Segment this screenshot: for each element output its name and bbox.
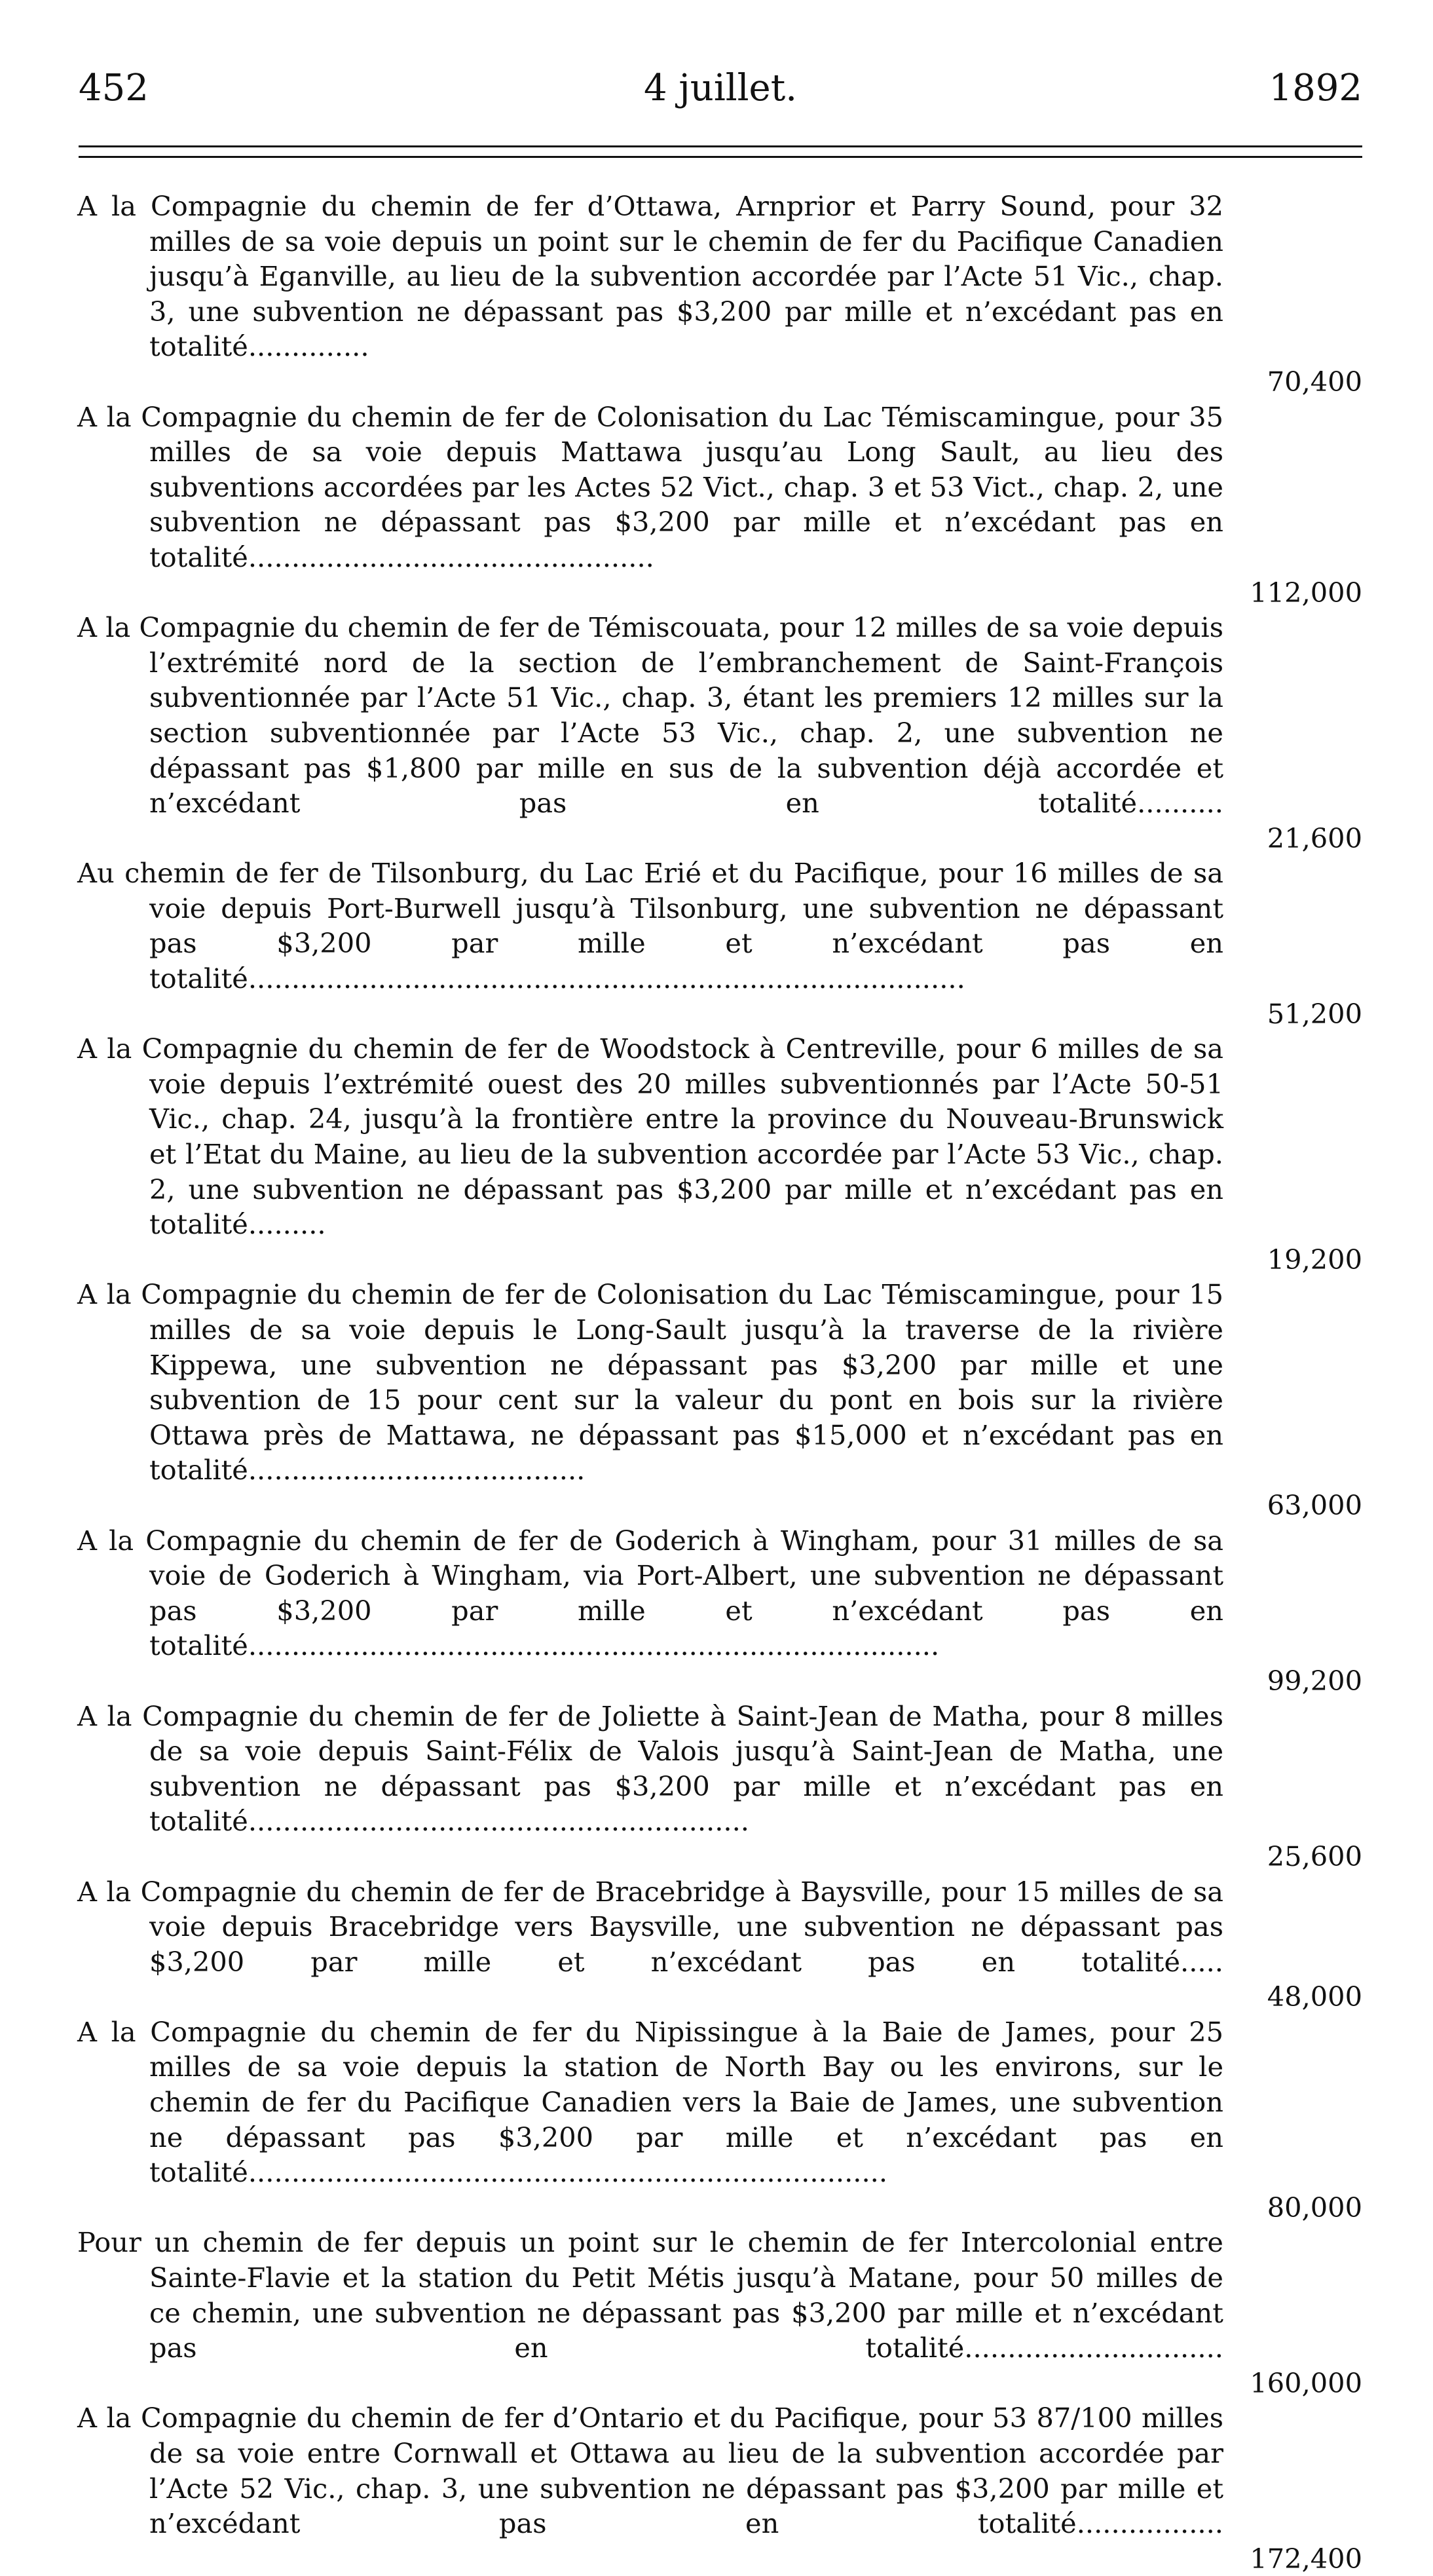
entry-text: Au chemin de fer de Tilsonburg, du Lac Erié et du Pacifique, pour 16 milles de sa voie depuis Port-Burwell jusqu’à Tilsonburg, une subvention ne dépassant pas $3,200 par mille et n’excédant pas en totalité................................................................................... — [77, 857, 1223, 995]
entry-amount: 112,000 — [1250, 576, 1362, 609]
subsidy-entry — [77, 856, 1362, 1031]
subsidy-entry — [77, 400, 1362, 611]
subsidy-list — [77, 189, 1362, 2576]
subsidy-entry — [77, 2400, 1362, 2576]
entry-text: A la Compagnie du chemin de fer de Bracebridge à Baysville, pour 15 milles de sa voie depuis Bracebridge vers Baysville, une subvention ne dépassant pas $3,200 par mille et n’excédant pas en totalité..... — [77, 1875, 1223, 1978]
subsidy-entry — [77, 1277, 1362, 1523]
entry-text: A la Compagnie du chemin de fer du Nipissingue à la Baie de James, pour 25 milles de sa voie depuis la station de North Bay ou les environs, sur le chemin de fer du Pacifique Canadien vers la Baie de James, une subvention ne dépassant pas $3,200 par mille et n’excédant pas en totalité.......................................................................... — [77, 2015, 1223, 2189]
entry-text: A la Compagnie du chemin de fer de Woodstock à Centreville, pour 6 milles de sa voie depuis l’extrémité ouest des 20 milles subventionnés par l’Acte 50-51 Vic., chap. 24, jusqu’à la frontière entre la province du Nouveau-Brunswick et l’Etat du Maine, au lieu de la subvention accordée par l’Acte 53 Vic., chap. 2, une subvention ne dépassant pas $3,200 par mille et n’excédant pas en totalité......... — [77, 1032, 1223, 1241]
page-header — [79, 62, 1362, 115]
entry-amount: 80,000 — [1267, 2191, 1362, 2224]
subsidy-entry — [77, 2225, 1362, 2400]
subsidy-entry — [77, 1874, 1362, 2015]
entry-text: A la Compagnie du chemin de fer d’Ontario et du Pacifique, pour 53 87/100 milles de sa voie entre Cornwall et Ottawa au lieu de la subvention accordée par l’Acte 52 Vic., chap. 3, une subvention ne dépassant pas $3,200 par mille et n’excédant pas en totalité................. — [77, 2402, 1223, 2540]
entry-text: A la Compagnie du chemin de fer de Témiscouata, pour 12 milles de sa voie depuis l’extrémité nord de la section de l’embranchement de Saint-François subventionnée par l’Acte 51 Vic., chap. 3, étant les premiers 12 milles sur la section subventionnée par l’Acte 53 Vic., chap. 2, une subvention ne dépassant pas $1,800 par mille en sus de la subvention déjà accordée et n’excédant pas en totalité.......... — [77, 611, 1223, 820]
entry-amount: 63,000 — [1267, 1488, 1362, 1521]
entry-amount: 48,000 — [1267, 1980, 1362, 2013]
entry-text: A la Compagnie du chemin de fer de Colonisation du Lac Témiscamingue, pour 35 milles de sa voie depuis Mattawa jusqu’au Long Sault, au lieu des subventions accordées par les Actes 52 Vict., chap. 3 et 53 Vict., chap. 2, une subvention ne dépassant pas $3,200 par mille et n’excédant pas en totalité............................................... — [77, 400, 1223, 573]
entry-text: Pour un chemin de fer depuis un point sur le chemin de fer Intercolonial entre Sainte-Flavie et la station du Petit Métis jusqu’à Matane, pour 50 milles de ce chemin, une subvention ne dépassant pas $3,200 par mille et n’excédant pas en totalité.............................. — [77, 2226, 1223, 2364]
subsidy-entry — [77, 1523, 1362, 1699]
entry-amount: 70,400 — [1267, 365, 1362, 398]
entry-text: A la Compagnie du chemin de fer de Goderich à Wingham, pour 31 milles de sa voie de Goderich à Wingham, via Port-Albert, une subvention ne dépassant pas $3,200 par mille et n’excédant pas en totalité................................................................................ — [77, 1524, 1223, 1662]
subsidy-entry — [77, 610, 1362, 856]
entry-amount: 21,600 — [1267, 822, 1362, 854]
entry-amount: 19,200 — [1267, 1243, 1362, 1276]
subsidy-entry — [77, 1699, 1362, 1874]
page-number: 452 — [79, 67, 149, 109]
page-date: 4 juillet. — [643, 67, 798, 109]
header-rule-bottom — [79, 156, 1362, 158]
entry-amount: 25,600 — [1267, 1840, 1362, 1872]
entry-text: A la Compagnie du chemin de fer de Colonisation du Lac Témiscamingue, pour 15 milles de sa voie depuis le Long-Sault jusqu’à la traverse de la rivière Kippewa, une subvention ne dépassant pas $3,200 par mille et une subvention de 15 pour cent sur la valeur du pont en bois sur la rivière Ottawa près de Mattawa, ne dépassant pas $15,000 et n’excédant pas en totalité....................................... — [77, 1278, 1223, 1487]
subsidy-entry — [77, 2015, 1362, 2226]
subsidy-entry — [77, 1031, 1362, 1277]
entry-amount: 160,000 — [1250, 2366, 1362, 2399]
entry-amount: 172,400 — [1250, 2542, 1362, 2575]
entry-amount: 51,200 — [1267, 997, 1362, 1030]
entry-amount: 99,200 — [1267, 1664, 1362, 1697]
header-rule-top — [79, 145, 1362, 147]
entry-text: A la Compagnie du chemin de fer de Joliette à Saint-Jean de Matha, pour 8 milles de sa voie depuis Saint-Félix de Valois jusqu’à Saint-Jean de Matha, une subvention ne dépassant pas $3,200 par mille et n’excédant pas en totalité.......................................................... — [77, 1699, 1223, 1838]
subsidy-entry — [77, 189, 1362, 400]
entry-text: A la Compagnie du chemin de fer d’Ottawa, Arnprior et Parry Sound, pour 32 milles de sa voie depuis un point sur le chemin de fer du Pacifique Canadien jusqu’à Eganville, au lieu de la subvention accordée par l’Acte 51 Vic., chap. 3, une subvention ne dépassant pas $3,200 par mille et n’excédant pas en totalité.............. — [77, 190, 1223, 363]
page-year: 1892 — [1269, 67, 1362, 109]
